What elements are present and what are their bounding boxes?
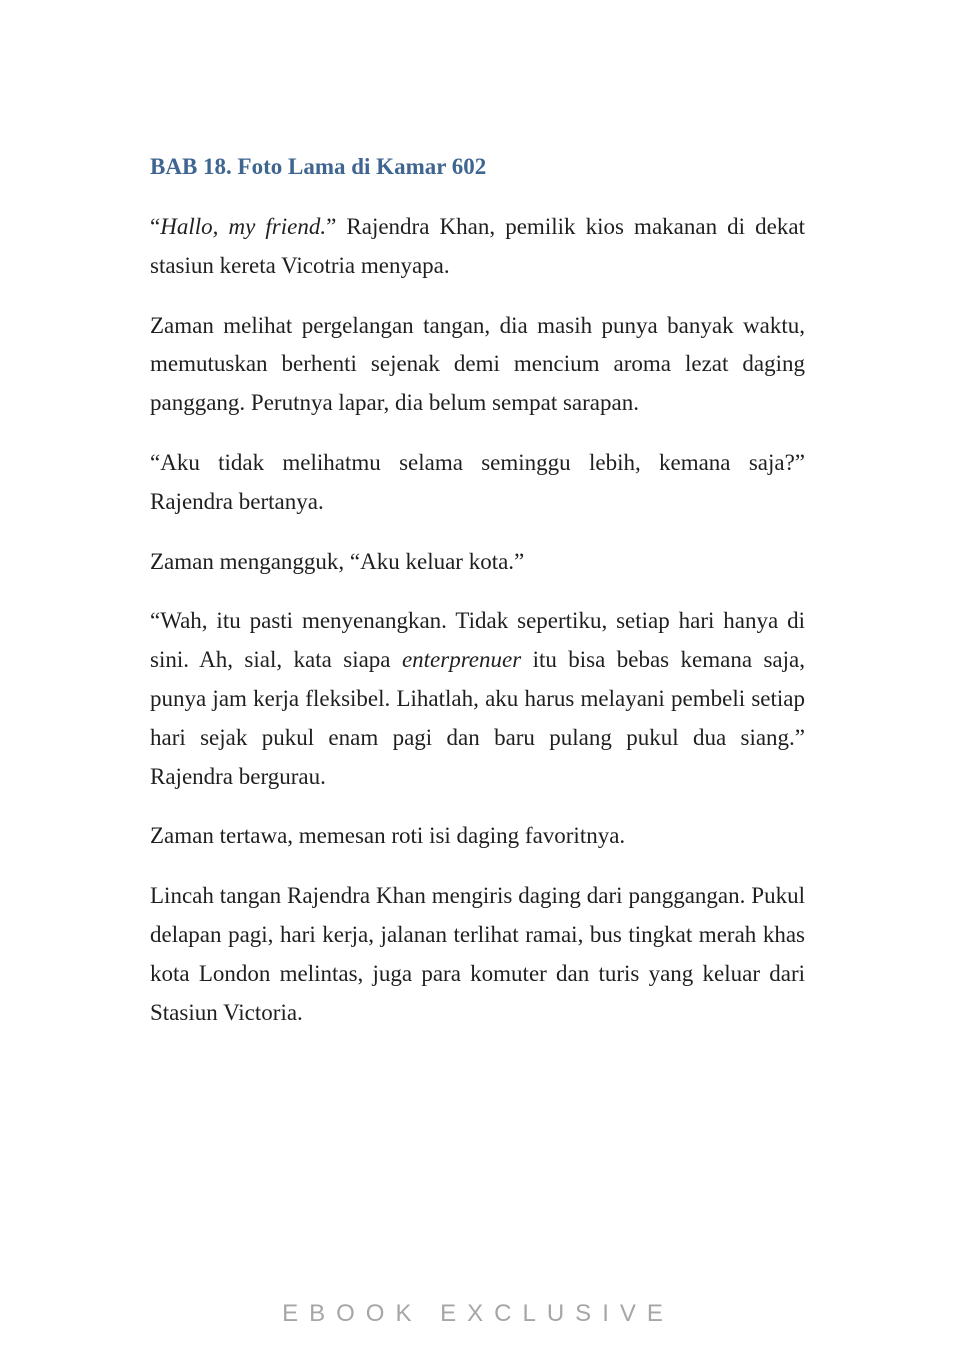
paragraph <box>150 877 805 1032</box>
italic-text: Hallo, my friend. <box>160 214 327 239</box>
text-segment: itu bisa bebas kemana saja, punya jam kerja fleksibel. Lihatlah, aku harus melayani pembeli setiap hari sejak pukul enam pagi dan baru pulang pukul dua siang.” Rajendra bergurau. <box>150 647 805 789</box>
chapter-title: BAB 18. Foto Lama di Kamar 602 <box>150 154 487 179</box>
text-segment: Zaman tertawa, memesan roti isi daging favoritnya. <box>150 823 626 849</box>
chapter-body <box>150 208 805 1032</box>
text-segment: ” Rajendra Khan, pemilik kios makanan di dekat stasiun kereta Vicotria menyapa. <box>150 214 805 278</box>
text-segment: Zaman melihat pergelangan tangan, dia masih punya banyak waktu, memutuskan berhenti sejenak demi mencium aroma lezat daging panggang. Perutnya lapar, dia belum sempat sarapan. <box>150 312 805 416</box>
paragraph <box>150 543 805 582</box>
italic-text: enterprenuer <box>401 647 522 673</box>
paragraph <box>150 444 805 522</box>
paragraph <box>150 817 805 856</box>
footer-label: EBOOK EXCLUSIVE <box>282 1300 674 1327</box>
paragraph <box>150 208 805 286</box>
text-segment: “ <box>150 214 161 239</box>
text-segment: Zaman mengangguk, “Aku keluar kota.” <box>150 548 525 574</box>
paragraph <box>150 602 805 796</box>
text-segment: “Wah, itu pasti menyenangkan. Tidak sepertiku, setiap hari hanya di sini. Ah, sial, kata siapa <box>150 608 805 673</box>
book-page <box>150 150 805 1053</box>
paragraph <box>150 307 805 423</box>
text-segment: “Aku tidak melihatmu selama seminggu lebih, kemana saja?” Rajendra bertanya. <box>150 449 805 514</box>
text-segment: Lincah tangan Rajendra Khan mengiris daging dari panggangan. Pukul delapan pagi, hari kerja, jalanan terlihat ramai, bus tingkat merah khas kota London melintas, juga para komuter dan turis yang keluar dari Stasiun Victoria. <box>150 883 805 1025</box>
